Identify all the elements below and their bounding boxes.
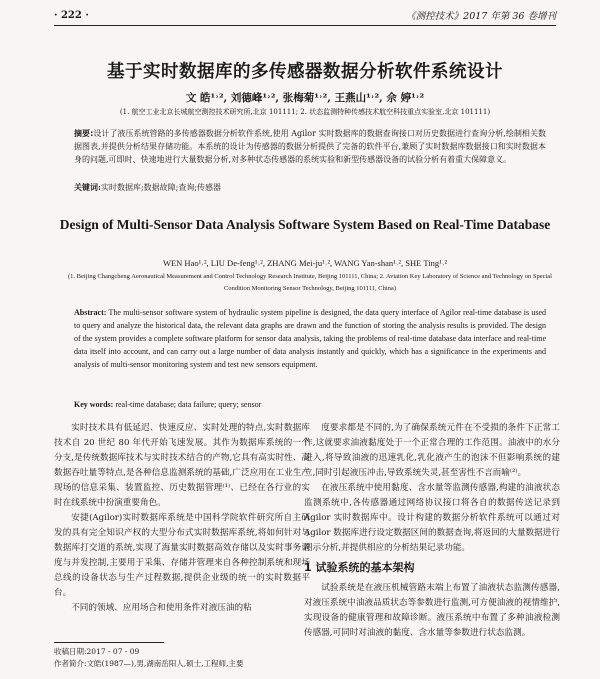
abstract-en-text: The multi-sensor software system of hydraulic system pipeline is designed, the data query interface of Agilor real-time database is used to query and analyze the historical data, the relevant data graphs are drawn and the function of storing the analysis results is provided. The design of the system provides a complete software platform for sensor data analysis, taking the problems of real-time database data interface and real-time data itself into account, and can carry out a large number of data analysis instantly and quickly, which has a significance in the experiments and analysis of multi-sensor monitoring system and test new sensors equipment. <box>74 308 546 369</box>
affiliations-english: (1. Beijing Changcheng Aeronautical Measurement and Control Technology Research Institute, Beijing 101111, China; 2. Aviation Key Laboratory of Science and Technology on Special Condition Monitoring Sensor Technology, Beijing 101111, China) <box>68 273 552 292</box>
footnote <box>54 646 310 670</box>
body-column-left <box>54 421 310 616</box>
received-date: 收稿日期:2017 - 07 - 09 <box>54 647 140 656</box>
body-paragraph: 在液压系统中使用黏度、含水量等监测传感器,构建的油液状态监测系统中,各传感器通过网络协议接口将各自的数据传送记录到 Agilor 实时数据库中。设计构建的数据分析软件系统可以通过对 Agilor 数据库进行设定数据区间的数据查询,将返回的大量数据进行图示分析,并提供相应的分析结果记录功能。 <box>304 483 560 553</box>
keywords-english <box>74 400 546 409</box>
body-paragraph: 度要求都是不同的,为了确保系统元件在不受损的条件下正常工作,这就要求油液黏度处于一个正常合理的工作范围。油液中的水分进入,将导致油液的迅速乳化,乳化液产生的泡沫不但影响系统的建立,同时引起液压冲击,导致系统失灵,甚至害性不言而喻⁽²⁾。 <box>304 423 560 478</box>
title-chinese: 基于实时数据库的多传感器数据分析软件系统设计 <box>107 62 503 82</box>
abstract-chinese <box>74 127 546 166</box>
author-bio: 作者简介:文皓(1987—),男,湖南岳阳人,硕士,工程师,主要 <box>54 659 244 668</box>
page-number: · 222 · <box>54 9 89 21</box>
body-paragraph: 试验系统是在液压机械管路末端上布置了油液状态监测传感器,对液压系统中油液品质状态等参数进行监测,可方便油液的视情维护,实现设备的健康管理和故障诊断。液压系统中布置了多种油液检测传感器,可同时对油液的黏度、含水量等参数进行状态监测。 <box>304 583 560 638</box>
keywords-chinese <box>74 182 546 193</box>
abstract-cn-text: 设计了液压系统管路的多传感器数据分析软件系统,使用 Agilor 实时数据库的数据查询接口对历史数据进行查询分析,绘制相关数据图表,并提供分析结果存储功能。本系统的设计为传感器的数据分析提供了完备的软件平台,兼顾了实时数据库数据接口和实时数据本身的问题,可即时、快速地进行大量数据分析,对多种状态传感器的系统实验和新型传感器设备的试验分析有着重大保障意义。 <box>74 129 547 164</box>
abstract-cn-label: 摘要: <box>74 129 94 138</box>
authors-chinese: 文 皓¹˒², 刘德峰¹˒², 张梅菊¹˒², 王燕山¹˒², 佘 婷¹˒² <box>185 92 425 104</box>
journal-name: 《测控技术》2017 年第 36 卷增刊 <box>406 11 556 22</box>
keywords-en-label: Key words: <box>74 400 114 409</box>
section-heading: 1 试验系统的基本架构 <box>304 561 415 574</box>
running-head <box>54 8 556 22</box>
body-paragraph: 安捷(Agilor)实时数据库系统是中国科学院软件研究所自主研发的具有完全知识产权的大型分布式实时数据库系统,将如何针对与数据库打交道的系统,实现了海量实时数据高效存储以及实时事务调度与并发控制,主要用于采集、存储并管理来自各种控制系统和现场总线的设备状态与生产过程数据,提供企业级的统一的实时数据平台。 <box>54 513 310 598</box>
body-column-right <box>304 421 560 641</box>
body-paragraph: 不同的领域、应用场合和使用条件对液压油的粘 <box>71 603 252 613</box>
affiliations-chinese: (1. 航空工业北京长城航空测控技术研究所,北京 101111; 2. 状态监测特种传感技术航空科技重点实验室,北京 101111) <box>119 108 491 116</box>
footnote-rule <box>54 642 164 643</box>
abstract-english <box>74 306 546 371</box>
header-rule <box>54 25 556 26</box>
authors-english: WEN Hao¹˒², LIU De-feng¹˒², ZHANG Mei-ju¹˒², WANG Yan-shan¹˒², SHE Ting¹˒² <box>162 258 448 268</box>
keywords-cn-text: 实时数据库;数据故障;查询;传感器 <box>100 183 222 192</box>
keywords-cn-label: 关键词: <box>74 182 101 192</box>
abstract-en-label: Abstract: <box>74 308 107 317</box>
title-english: Design of Multi-Sensor Data Analysis Software System Based on Real-Time Database <box>59 217 551 232</box>
body-paragraph: 实时技术具有低延迟、快速反应、实时处理的特点,实时数据库技术自 20 世纪 80 年代开始飞速发展。其作为数据库系统的一个分支,是传统数据库技术与实时技术结合的产物,它具有高实时性、高数据吞吐量等特点,是各种信息监测系统的基础,广泛应用在工业生产现场的信息采集、装置监控、历史数据管理⁽¹⁾、已经在各行业的实时在线系统中扮演重要角色。 <box>54 423 310 508</box>
keywords-en-text: real-time database; data failure; query; sensor <box>115 400 262 409</box>
